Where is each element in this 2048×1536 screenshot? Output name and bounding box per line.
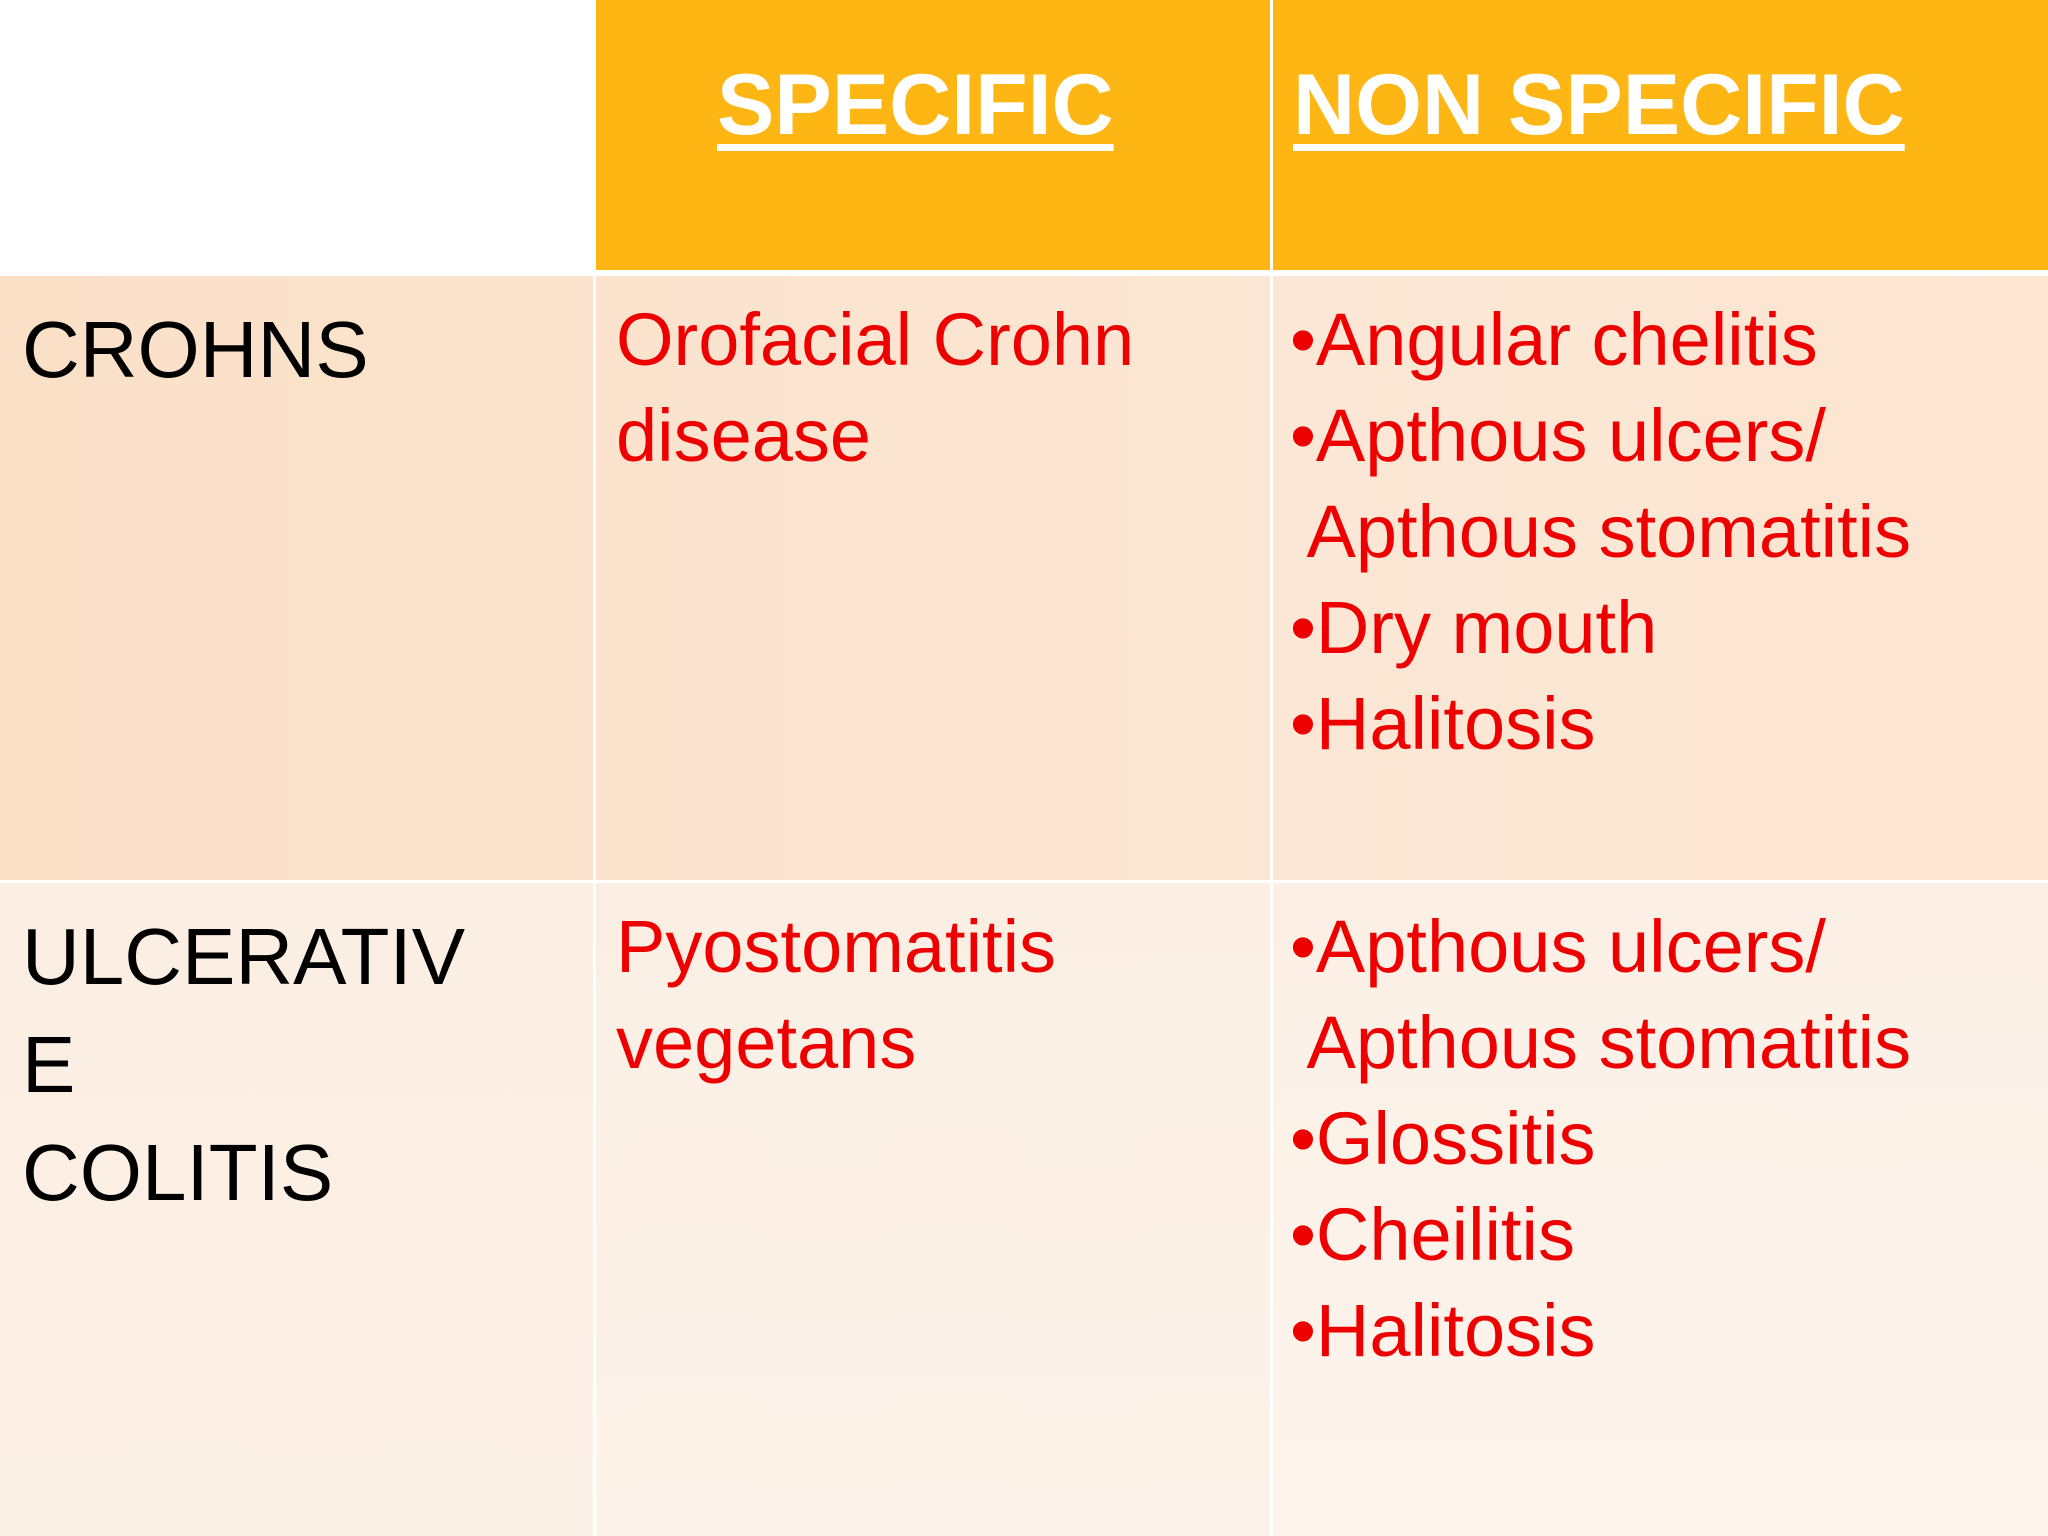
list-item: •Apthous ulcers/	[1290, 905, 1826, 988]
non-specific-cell-ulcerative-colitis	[1273, 883, 2048, 1536]
list-item: •Glossitis	[1290, 1097, 1596, 1180]
header-corner-cell	[0, 0, 593, 270]
non-specific-list-ulcerative-colitis	[1290, 899, 1911, 1379]
specific-cell-ulcerative-colitis	[596, 883, 1270, 1536]
header-non-specific: NON SPECIFIC	[1293, 57, 1905, 153]
list-item: Apthous stomatitis	[1290, 490, 1912, 573]
list-item: •Angular chelitis	[1290, 298, 1818, 381]
specific-text-ulcerative-colitis: Pyostomatitis vegetans	[616, 905, 1057, 1084]
list-item: •Halitosis	[1290, 1289, 1596, 1372]
row-label-cell-ulcerative-colitis	[0, 883, 593, 1536]
list-item: Apthous stomatitis	[1290, 1001, 1912, 1084]
row-label-cell-crohns	[0, 276, 593, 880]
list-item: •Cheilitis	[1290, 1193, 1575, 1276]
specific-text-crohns: Orofacial Crohn disease	[616, 298, 1135, 477]
list-item: •Halitosis	[1290, 682, 1596, 765]
header-specific: SPECIFIC	[717, 57, 1114, 153]
non-specific-cell-crohns	[1273, 276, 2048, 880]
list-item: •Dry mouth	[1290, 586, 1658, 669]
row-label-crohns: CROHNS	[22, 305, 369, 394]
non-specific-list-crohns	[1290, 292, 1911, 772]
specific-cell-crohns	[596, 276, 1270, 880]
header-cell-specific	[596, 0, 1270, 270]
header-cell-non-specific	[1273, 0, 2048, 270]
list-item: •Apthous ulcers/	[1290, 394, 1826, 477]
row-label-ulcerative-colitis: ULCERATIV E COLITIS	[22, 912, 466, 1217]
